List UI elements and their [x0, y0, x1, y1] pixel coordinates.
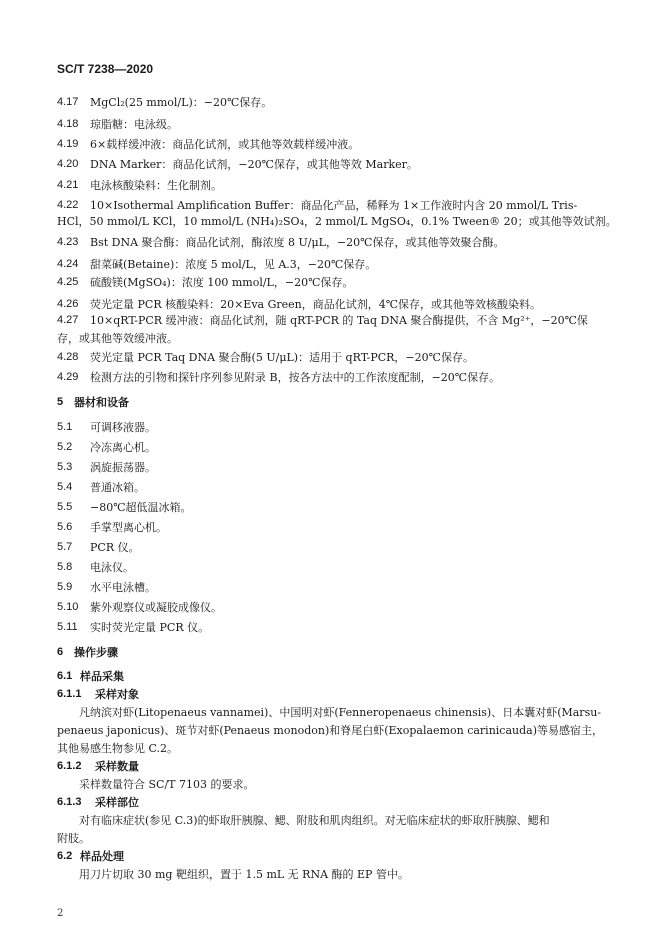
standard-code-header: SC/T 7238—2020 [57, 62, 154, 76]
clause-text: 用刀片切取 30 mg 靶组织，置于 1.5 mL 无 RNA 酶的 EP 管中。 [79, 868, 409, 881]
clause-number: 5.2 [57, 441, 73, 453]
clause-number: 6.1 [57, 670, 73, 682]
clause-number: 5.6 [57, 521, 73, 533]
clause-number: 4.26 [57, 298, 79, 310]
clause-number: 4.23 [57, 236, 79, 248]
clause-number: 5.3 [57, 461, 73, 473]
clause-text: 其他易感生物参见 C.2。 [57, 742, 179, 755]
clause-text: 荧光定量 PCR 核酸染料：20×Eva Green，商品化试剂，4℃保存，或其他等效核酸染料。 [90, 298, 542, 311]
clause-text: 荧光定量 PCR Taq DNA 聚合酶(5 U/μL)：适用于 qRT-PCR，−20℃保存。 [90, 351, 474, 364]
clause-text: 存，或其他等效缓冲液。 [57, 332, 178, 345]
clause-text: 可调移液器。 [90, 421, 156, 434]
clause-text: 紫外观察仪或凝胶成像仪。 [90, 601, 222, 614]
clause-number: 5.1 [57, 421, 73, 433]
clause-text: DNA Marker：商品化试剂，−20℃保存，或其他等效 Marker。 [90, 158, 418, 171]
clause-number: 4.22 [57, 199, 79, 211]
clause-text: 普通冰箱。 [90, 481, 145, 494]
clause-number: 5.4 [57, 481, 73, 493]
clause-number: 4.20 [57, 158, 79, 170]
clause-number: 4.25 [57, 276, 79, 288]
clause-text: 实时荧光定量 PCR 仪。 [90, 621, 210, 634]
clause-text: 冷冻离心机。 [90, 441, 156, 454]
clause-number: 6.1.3 [57, 796, 82, 808]
clause-text: 6×载样缓冲液：商品化试剂，或其他等效载样缓冲液。 [90, 138, 360, 151]
clause-text: 操作步骤 [74, 647, 118, 659]
clause-text: 琼脂糖：电泳级。 [90, 118, 178, 131]
clause-text: HCl，50 mmol/L KCl，10 mmol/L (NH₄)₂SO₄，2 mmol/L MgSO₄，0.1% Tween® 20；或其他等效试剂。 [57, 215, 617, 228]
clause-number: 4.29 [57, 371, 79, 383]
clause-text: 采样对象 [95, 689, 139, 701]
clause-number: 5.10 [57, 601, 79, 613]
clause-number: 5.9 [57, 581, 73, 593]
clause-text: 水平电泳槽。 [90, 581, 156, 594]
clause-text: −80℃超低温冰箱。 [90, 501, 192, 514]
clause-text: 采样数量 [95, 761, 139, 773]
clause-number: 6 [57, 646, 64, 658]
clause-text: 电泳核酸染料：生化制剂。 [90, 179, 222, 192]
clause-text: 采样部位 [95, 797, 139, 809]
clause-number: 5.11 [57, 621, 78, 633]
clause-text: penaeus japonicus)、斑节对虾(Penaeus monodon)和脊尾白虾(Exopalaemon carinicauda)等易感宿主， [57, 724, 603, 737]
clause-text: MgCl₂(25 mmol/L)：−20℃保存。 [90, 96, 273, 109]
page-number: 2 [57, 908, 64, 919]
clause-text: 附肢。 [57, 832, 90, 845]
clause-text: 凡纳滨对虾(Litopenaeus vannamei)、中国明对虾(Fenneropenaeus chinensis)、日本囊对虾(Marsu- [79, 706, 602, 719]
clause-number: 4.27 [57, 314, 79, 326]
clause-number: 5 [57, 396, 64, 408]
clause-number: 4.28 [57, 351, 79, 363]
clause-text: 对有临床症状(参见 C.3)的虾取肝胰腺、鳃、附肢和肌肉组织。对无临床症状的虾取肝胰腺、鳃和 [79, 814, 550, 827]
clause-number: 5.7 [57, 541, 73, 553]
clause-number: 4.17 [57, 96, 79, 108]
clause-text: 涡旋振荡器。 [90, 461, 156, 474]
clause-text: 检测方法的引物和探针序列参见附录 B，按各方法中的工作浓度配制，−20℃保存。 [90, 371, 501, 384]
clause-number: 6.1.2 [57, 760, 82, 772]
clause-number: 6.2 [57, 850, 73, 862]
clause-text: Bst DNA 聚合酶：商品化试剂，酶浓度 8 U/μL，−20℃保存，或其他等效聚合酶。 [90, 236, 505, 249]
clause-number: 4.24 [57, 258, 79, 270]
clause-number: 4.19 [57, 138, 79, 150]
clause-text: 10×Isothermal Amplification Buffer：商品化产品，稀释为 1×工作液时内含 20 mmol/L Tris- [90, 199, 578, 212]
clause-text: 甜菜碱(Betaine)：浓度 5 mol/L，见 A.3，−20℃保存。 [90, 258, 377, 271]
clause-number: 6.1.1 [57, 688, 82, 700]
clause-text: 器材和设备 [74, 397, 129, 409]
clause-text: 采样数量符合 SC/T 7103 的要求。 [79, 778, 255, 791]
clause-number: 5.8 [57, 561, 73, 573]
clause-text: 手掌型离心机。 [90, 521, 167, 534]
clause-text: PCR 仪。 [90, 541, 140, 554]
clause-text: 电泳仪。 [90, 561, 134, 574]
clause-text: 样品处理 [80, 851, 124, 863]
clause-number: 4.21 [57, 179, 79, 191]
clause-number: 5.5 [57, 501, 73, 513]
clause-number: 4.18 [57, 118, 79, 130]
clause-text: 硫酸镁(MgSO₄)：浓度 100 mmol/L，−20℃保存。 [90, 276, 354, 289]
clause-text: 样品采集 [80, 671, 124, 683]
clause-text: 10×qRT-PCR 缓冲液：商品化试剂，随 qRT-PCR 的 Taq DNA 聚合酶提供，不含 Mg²⁺，−20℃保 [90, 314, 588, 327]
